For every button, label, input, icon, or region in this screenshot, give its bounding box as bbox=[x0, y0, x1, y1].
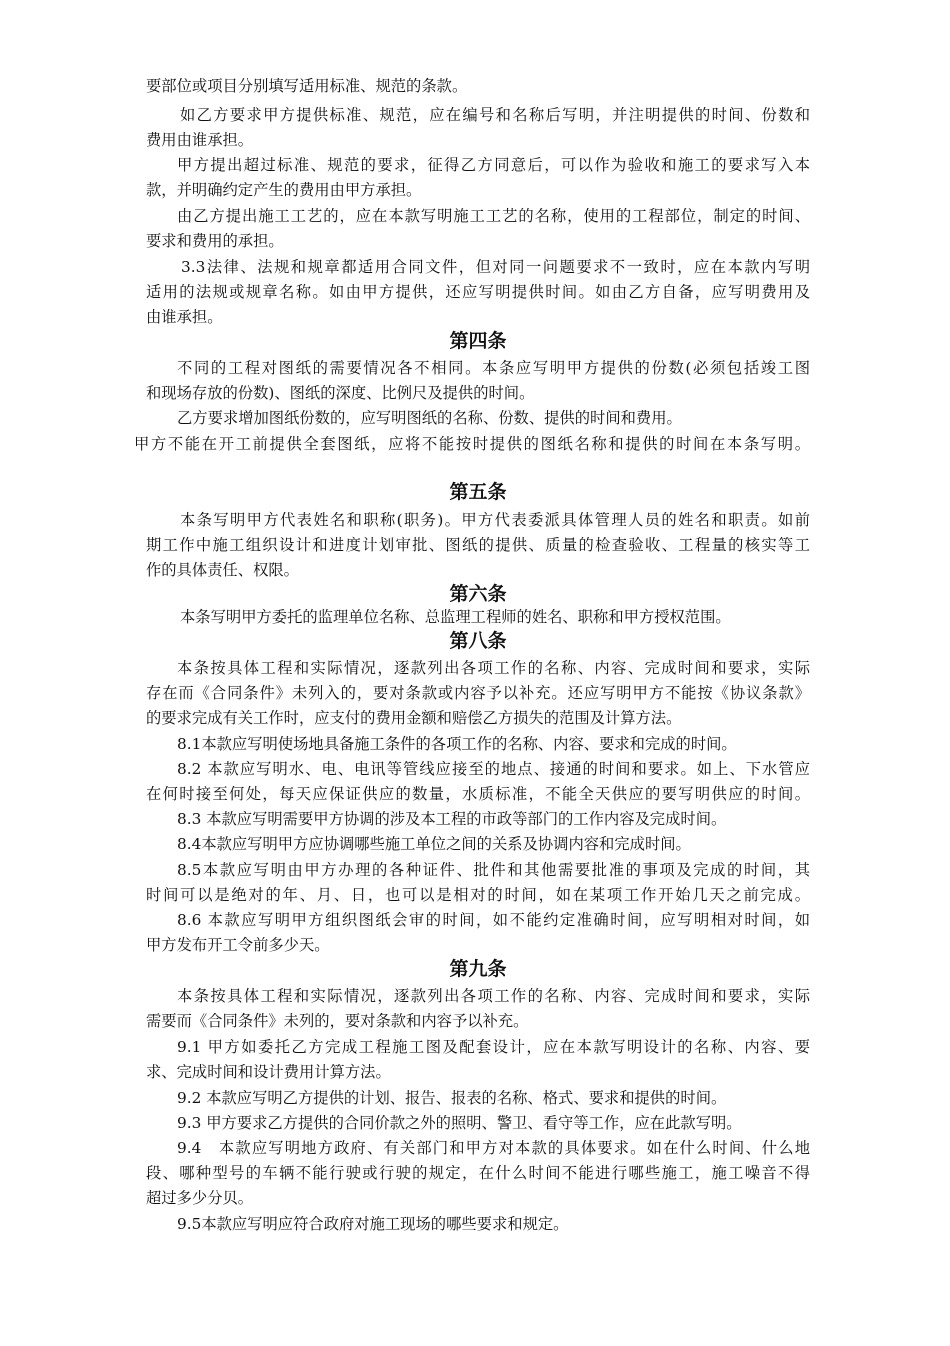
text-line: 本条写明甲方代表姓名和职称(职务)。甲方代表委派具体管理人员的姓名和职责。如前 bbox=[180, 511, 810, 529]
text-line: 时间可以是绝对的年、月、日，也可以是相对的时间，如在某项工作开始几天之前完成。 bbox=[146, 886, 810, 904]
text-line: 9.5本款应写明应符合政府对施工现场的哪些要求和规定。 bbox=[177, 1215, 569, 1233]
text-line: 的要求完成有关工作时，应支付的费用金额和赔偿乙方损失的范围及计算方法。 bbox=[146, 709, 682, 727]
text-line: 8.3 本款应写明需要甲方协调的涉及本工程的市政等部门的工作内容及完成时间。 bbox=[177, 810, 727, 828]
text-line: 如乙方要求甲方提供标准、规范，应在编号和名称后写明，并注明提供的时间、份数和 bbox=[180, 106, 810, 124]
text-line: 要求和费用的承担。 bbox=[146, 232, 284, 250]
text-line: 不同的工程对图纸的需要情况各不相同。本条应写明甲方提供的份数(必须包括竣工图 bbox=[177, 359, 810, 377]
section-heading: 第八条 bbox=[449, 630, 507, 652]
text-line: 8.5本款应写明由甲方办理的各种证件、批件和其他需要批准的事项及完成的时间，其 bbox=[177, 861, 810, 879]
text-line: 需要而《合同条件》未列的，要对条款和内容予以补充。 bbox=[146, 1012, 529, 1030]
text-line: 8.2 本款应写明水、电、电讯等管线应接至的地点、接通的时间和要求。如上、下水管应 bbox=[177, 760, 810, 778]
text-line: 8.1本款应写明使场地具备施工条件的各项工作的名称、内容、要求和完成的时间。 bbox=[177, 735, 737, 753]
text-line: 9.1 甲方如委托乙方完成工程施工图及配套设计，应在本款写明设计的名称、内容、要 bbox=[177, 1038, 810, 1056]
text-line: 段、哪种型号的车辆不能行驶或行驶的规定，在什么时间不能进行哪些施工，施工噪音不得 bbox=[146, 1164, 810, 1182]
text-line: 本条按具体工程和实际情况，逐款列出各项工作的名称、内容、完成时间和要求，实际 bbox=[177, 987, 810, 1005]
section-heading: 第六条 bbox=[449, 583, 507, 605]
section-heading: 第四条 bbox=[449, 330, 507, 352]
text-line: 适用的法规或规章名称。如由甲方提供，还应写明提供时间。如由乙方自备，应写明费用及 bbox=[146, 283, 810, 301]
text-line: 要部位或项目分别填写适用标准、规范的条款。 bbox=[146, 77, 468, 95]
text-line: 由谁承担。 bbox=[146, 308, 223, 326]
text-line: 本条按具体工程和实际情况，逐款列出各项工作的名称、内容、完成时间和要求，实际 bbox=[177, 659, 810, 677]
text-line: 款，并明确约定产生的费用由甲方承担。 bbox=[146, 181, 422, 199]
section-heading: 第五条 bbox=[449, 481, 507, 503]
text-line: 求、完成时间和设计费用计算方法。 bbox=[146, 1063, 391, 1081]
text-line: 甲方发布开工令前多少天。 bbox=[146, 936, 330, 954]
text-line: 超过多少分贝。 bbox=[146, 1189, 254, 1207]
text-line: 9.2 本款应写明乙方提供的计划、报告、报表的名称、格式、要求和提供的时间。 bbox=[177, 1089, 727, 1107]
text-line: 甲方提出超过标准、规范的要求，征得乙方同意后，可以作为验收和施工的要求写入本 bbox=[177, 156, 810, 174]
text-line: 9.4 本款应写明地方政府、有关部门和甲方对本款的具体要求。如在什么时间、什么地 bbox=[177, 1139, 810, 1157]
text-line: 和现场存放的份数)、图纸的深度、比例尺及提供的时间。 bbox=[146, 384, 535, 402]
text-line: 由乙方提出施工工艺的，应在本款写明施工工艺的名称，使用的工程部位，制定的时间、 bbox=[177, 207, 810, 225]
text-line: 存在而《合同条件》未列入的，要对条款或内容予以补充。还应写明甲方不能按《协议条款》 bbox=[146, 684, 810, 702]
text-line: 8.4本款应写明甲方应协调哪些施工单位之间的关系及协调内容和完成时间。 bbox=[177, 835, 691, 853]
text-line: 在何时接至何处，每天应保证供应的数量，水质标准，不能全天供应的要写明供应的时间。 bbox=[146, 785, 810, 803]
text-line: 9.3 甲方要求乙方提供的合同价款之外的照明、警卫、看守等工作，应在此款写明。 bbox=[177, 1114, 742, 1132]
text-line: 费用由谁承担。 bbox=[146, 131, 254, 149]
text-line: 3.3法律、法规和规章都适用合同文件，但对同一问题要求不一致时，应在本款内写明 bbox=[181, 258, 810, 276]
text-line: 8.6 本款应写明甲方组织图纸会审的时间，如不能约定准确时间，应写明相对时间，如 bbox=[177, 911, 810, 929]
section-heading: 第九条 bbox=[449, 958, 507, 980]
text-line: 作的具体责任、权限。 bbox=[146, 561, 299, 579]
text-line: 本条写明甲方委托的监理单位名称、总监理工程师的姓名、职称和甲方授权范围。 bbox=[180, 608, 731, 626]
text-line: 甲方不能在开工前提供全套图纸，应将不能按时提供的图纸名称和提供的时间在本条写明。 bbox=[134, 435, 810, 453]
text-line: 期工作中施工组织设计和进度计划审批、图纸的提供、质量的检查验收、工程量的核实等工 bbox=[146, 536, 810, 554]
text-line: 乙方要求增加图纸份数的，应写明图纸的名称、份数、提供的时间和费用。 bbox=[177, 409, 682, 427]
